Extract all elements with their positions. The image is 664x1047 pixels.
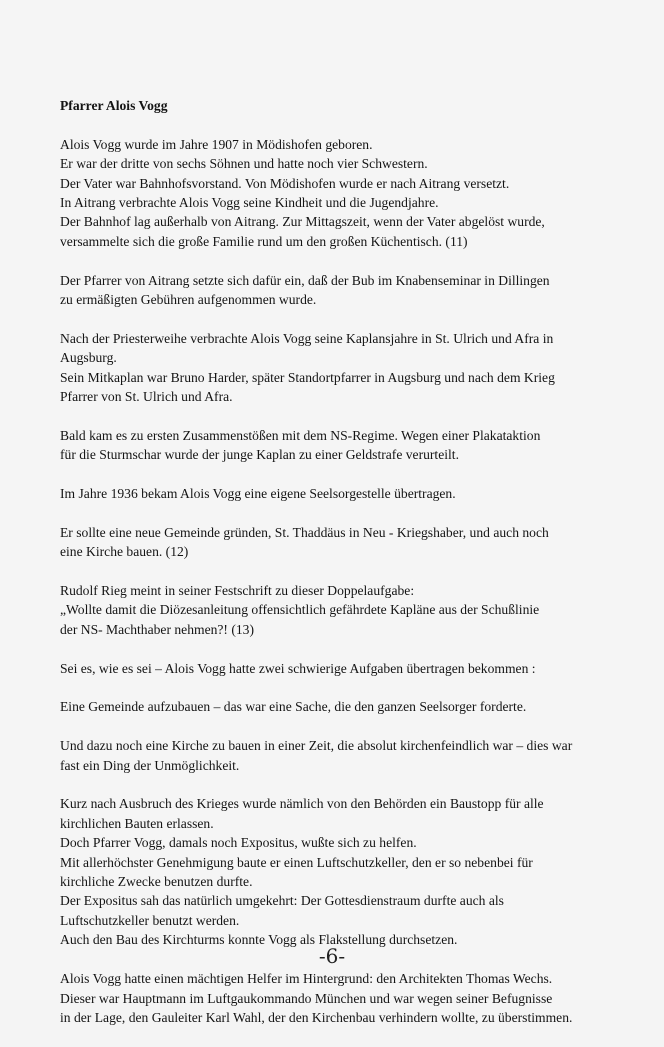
text-line: Rudolf Rieg meint in seiner Festschrift zu dieser Doppelaufgabe: — [60, 583, 415, 599]
paragraph — [60, 271, 620, 310]
paragraph — [60, 426, 620, 465]
paragraph-list — [60, 135, 620, 1028]
paragraph — [60, 969, 620, 1027]
text-line: Sein Mitkaplan war Bruno Harder, später Standortpfarrer in Augsburg und nach dem Krieg — [60, 369, 555, 385]
document-body — [60, 96, 620, 1047]
text-line: Pfarrer von St. Ulrich und Afra. — [60, 389, 233, 405]
text-line: Mit allerhöchster Genehmigung baute er einen Luftschutzkeller, den er so nebenbei für — [60, 854, 533, 870]
text-line: kirchlichen Bauten erlassen. — [60, 815, 214, 831]
text-line: Auch den Bau des Kirchturms konnte Vogg als Flakstellung durchsetzen. — [60, 932, 458, 948]
page-number: -6- — [318, 944, 346, 968]
text-line: eine Kirche bauen. (12) — [60, 544, 189, 560]
text-line: Augsburg. — [60, 350, 117, 366]
text-line: Und dazu noch eine Kirche zu bauen in einer Zeit, die absolut kirchenfeindlich war – dies war — [60, 738, 573, 754]
text-line: der NS- Machthaber nehmen?! (13) — [60, 621, 255, 637]
paragraph — [60, 523, 620, 562]
text-line: Sei es, wie es sei – Alois Vogg hatte zwei schwierige Aufgaben übertragen bekommen : — [60, 660, 536, 676]
text-line: Der Vater war Bahnhofsvorstand. Von Mödishofen wurde er nach Aitrang versetzt. — [60, 175, 510, 191]
text-line: Alois Vogg hatte einen mächtigen Helfer im Hintergrund: den Architekten Thomas Wechs. — [60, 971, 553, 987]
text-line: kirchliche Zwecke benutzen durfte. — [60, 874, 253, 890]
text-line: versammelte sich die große Familie rund um den großen Küchentisch. (11) — [60, 233, 468, 249]
paragraph — [60, 736, 620, 775]
paragraph — [60, 329, 620, 407]
paragraph — [60, 794, 620, 949]
text-line: Doch Pfarrer Vogg, damals noch Expositus, wußte sich zu helfen. — [60, 835, 417, 851]
text-line: Der Bahnhof lag außerhalb von Aitrang. Zur Mittagszeit, wenn der Vater abgelöst wurde, — [60, 214, 545, 230]
paragraph — [60, 581, 620, 639]
text-line: „Wollte damit die Diözesanleitung offensichtlich gefährdete Kapläne aus der Schußlinie — [60, 602, 540, 618]
text-line: Dieser war Hauptmann im Luftgaukommando München und war wegen seiner Befugnisse — [60, 990, 553, 1006]
paragraph — [60, 659, 620, 678]
text-line: Bald kam es zu ersten Zusammenstößen mit dem NS-Regime. Wegen einer Plakataktion — [60, 427, 541, 443]
text-line: Luftschutzkeller benutzt werden. — [60, 912, 240, 928]
text-line: in der Lage, den Gauleiter Karl Wahl, der den Kirchenbau verhindern wollte, zu überstimmen. — [60, 1009, 573, 1025]
text-line: Er war der dritte von sechs Söhnen und hatte noch vier Schwestern. — [60, 156, 428, 172]
text-line: In Aitrang verbrachte Alois Vogg seine Kindheit und die Jugendjahre. — [60, 195, 439, 211]
text-line: Im Jahre 1936 bekam Alois Vogg eine eigene Seelsorgestelle übertragen. — [60, 486, 456, 502]
text-line: Der Pfarrer von Aitrang setzte sich dafür ein, daß der Bub im Knabenseminar in Dillingen — [60, 272, 550, 288]
text-line: Eine Gemeinde aufzubauen – das war eine Sache, die den ganzen Seelsorger forderte. — [60, 699, 527, 715]
paragraph — [60, 484, 620, 503]
text-line: Alois Vogg wurde im Jahre 1907 in Mödishofen geboren. — [60, 136, 373, 152]
text-line: Er sollte eine neue Gemeinde gründen, St. Thaddäus in Neu - Kriegshaber, und auch noch — [60, 524, 549, 540]
text-line: für die Sturmschar wurde der junge Kaplan zu einer Geldstrafe verurteilt. — [60, 447, 459, 463]
text-line: zu ermäßigten Gebühren aufgenommen wurde. — [60, 292, 317, 308]
text-line: fast ein Ding der Unmöglichkeit. — [60, 757, 240, 773]
text-line: Kurz nach Ausbruch des Krieges wurde nämlich von den Behörden ein Baustopp für alle — [60, 796, 544, 812]
text-line: Nach der Priesterweihe verbrachte Alois Vogg seine Kaplansjahre in St. Ulrich und Afra in — [60, 330, 554, 346]
paragraph — [60, 135, 620, 251]
paragraph — [60, 697, 620, 716]
document-title: Pfarrer Alois Vogg — [60, 98, 168, 113]
text-line: Der Expositus sah das natürlich umgekehrt: Der Gottesdienstraum durfte auch als — [60, 893, 504, 909]
